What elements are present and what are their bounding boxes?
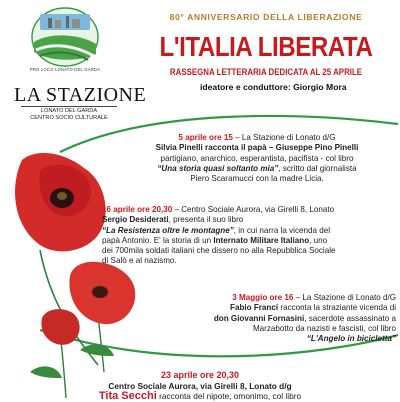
event-text: Marzabotto da nazisti e fascisti, col libro [252, 323, 396, 333]
event-date: 16 aprile ore 20,30 [102, 205, 173, 214]
page-title: L'ITALIA LIBERATA [159, 31, 373, 62]
proloco-caption: PRO LOCO LONATO DEL GARDA [29, 67, 101, 72]
book-title: “Una storia quasi soltanto mia” [157, 163, 279, 173]
event-venue: – La Stazione di Lonato d/G [232, 133, 336, 142]
event-speaker: Tita Secchi [98, 390, 157, 402]
event-heading [120, 133, 394, 143]
event-text [102, 236, 398, 246]
event-date: 23 aprile ore 20,30 [160, 370, 240, 380]
event-venue: Centro Sociale Aurora, via Girelli 8, Lonato d/g [108, 381, 292, 391]
event-block [102, 205, 398, 267]
event-text-rest: , scritto dal giornalista [278, 163, 357, 173]
event-speaker: Sergio Desiderati [102, 215, 169, 225]
event-text-pre: papà Antonio. E' la storia di un [102, 235, 214, 245]
lastazione-subtitle: LONATO DEL GARDA [40, 108, 98, 114]
event-subject: don Giovanni Fornasini [213, 313, 305, 323]
event-highlight: Internato Militare Italiano [213, 235, 310, 245]
event-text-rest: racconta del nipote, omonimo, col libro [156, 391, 302, 401]
event-text: di Salò e al nazismo. [102, 256, 177, 266]
event-block [170, 293, 396, 344]
book-title: “La Resistenza oltre le montagne” [102, 225, 234, 235]
lastazione-subtitle: CENTRO SOCIO CULTURALE [30, 115, 108, 121]
book-title: “L'Angelo in bicicletta” [306, 334, 396, 344]
event-date: 3 Maggio ore 16 [232, 293, 294, 302]
lastazione-divider [21, 106, 117, 107]
poppy-flower-medium [69, 262, 135, 324]
page-subtitle: RASSEGNA LETTERARIA DEDICATA AL 25 APRILE [169, 67, 363, 77]
event-text [170, 314, 396, 324]
event-heading [102, 205, 398, 215]
event-text: Piero Scaramucci con la madre Licia. [190, 174, 324, 184]
event-date: 5 aprile ore 15 [178, 133, 233, 142]
event-text: partigiano, anarchico, esperantista, pacifista - col libro [160, 153, 354, 163]
event-speaker: Silvia Pinelli racconta il papà – Giuseppe Pino Pinelli [155, 143, 359, 153]
event-speaker: Fabio Franci [230, 303, 279, 313]
poppy-flower-large [15, 153, 106, 251]
anniversary-heading: 80° ANNIVERSARIO DELLA LIBERAZIONE [169, 12, 363, 22]
curator-credit: ideatore e conduttore: Giorgio Mora [200, 82, 347, 92]
lastazione-wordmark: LA STAZIONE [14, 84, 147, 106]
event-venue: – La Stazione di Lonato d/G [293, 293, 396, 302]
event-text [120, 164, 394, 174]
event-text [102, 226, 398, 236]
event-text: dei 700mila soldati italiani che dissero no alla Repubblica Sociale [102, 246, 336, 256]
event-block [120, 133, 394, 184]
event-text [170, 303, 396, 313]
event-block [0, 370, 400, 401]
event-text [102, 215, 398, 225]
event-text-rest: , in cui narra la vicenda del [233, 225, 331, 235]
event-text-rest: racconta la straziante vicenda di [278, 303, 396, 313]
event-text-rest: , presenta il suo libro [168, 215, 244, 225]
event-text-rest: , sacerdote assassinato a [304, 313, 396, 323]
event-venue: – Centro Sociale Aurora, via Girelli 8, Lonato [172, 205, 335, 214]
event-text-rest: , uno [309, 235, 328, 245]
event-heading [170, 293, 396, 303]
poppy-flower-small [41, 309, 79, 345]
proloco-logo [30, 6, 100, 68]
lastazione-logo [14, 84, 147, 122]
